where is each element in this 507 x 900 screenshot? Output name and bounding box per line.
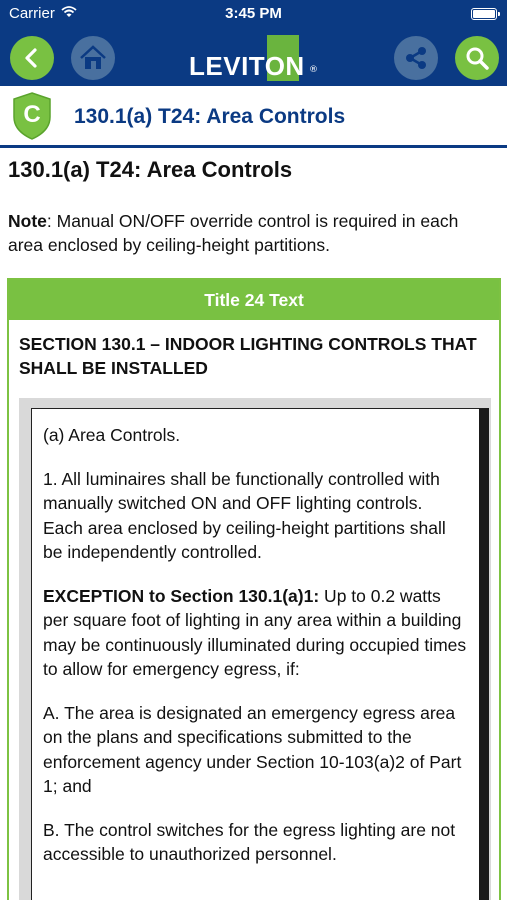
paragraph-exception [43, 584, 467, 682]
leviton-logo [189, 35, 321, 81]
search-button[interactable] [455, 36, 499, 80]
code-text-shadow [19, 398, 491, 900]
share-icon [403, 45, 429, 71]
battery-icon [471, 8, 497, 20]
exception-label: EXCEPTION to Section 130.1(a)1: [43, 585, 320, 606]
note-paragraph [8, 209, 498, 257]
back-arrow-icon [21, 47, 43, 69]
category-title: 130.1(a) T24: Area Controls [74, 105, 346, 128]
section-title: SECTION 130.1 – INDOOR LIGHTING CONTROLS THAT SHALL BE INSTALLED [19, 334, 477, 378]
logo-text: LEVITON [189, 51, 305, 81]
page-title: 130.1(a) T24: Area Controls [8, 157, 293, 182]
paragraph-condition-a: A. The area is designated an emergency egress area on the plans and specifications submitted to the enforcement agency under Section 10-103(a)2 of Part 1; and [43, 702, 462, 796]
search-icon [464, 45, 490, 71]
carrier-label: Carrier [9, 5, 55, 22]
exception-text: Up to 0.2 watts per square foot of lighting in any area within a building may be continuously illuminated during occupied times to allow for emergency egress, if: [43, 585, 467, 679]
paragraph-area-controls: (a) Area Controls. [43, 425, 181, 445]
status-bar [0, 0, 507, 28]
status-time: 3:45 PM [225, 5, 282, 22]
home-button[interactable] [71, 36, 115, 80]
category-badge-letter: C [23, 101, 41, 128]
logo-registered-mark: ® [309, 65, 318, 75]
home-icon [79, 45, 107, 71]
title24-panel [7, 278, 501, 900]
category-badge [12, 92, 52, 140]
nav-bar [0, 28, 507, 86]
panel-header: Title 24 Text [9, 280, 499, 320]
note-label: Note [8, 211, 47, 231]
paragraph-luminaires: 1. All luminaires shall be functionally controlled with manually switched ON and OFF lighting controls. Each area enclosed by ceiling-height partitions shall be independently controlled. [43, 468, 446, 562]
share-button[interactable] [394, 36, 438, 80]
note-text: : Manual ON/OFF override control is required in each area enclosed by ceiling-height partitions. [8, 211, 459, 255]
code-text-box[interactable] [31, 408, 489, 900]
category-header [0, 86, 507, 148]
back-button[interactable] [10, 36, 54, 80]
paragraph-condition-b: B. The control switches for the egress lighting are not accessible to unauthorized personnel. [43, 819, 456, 864]
